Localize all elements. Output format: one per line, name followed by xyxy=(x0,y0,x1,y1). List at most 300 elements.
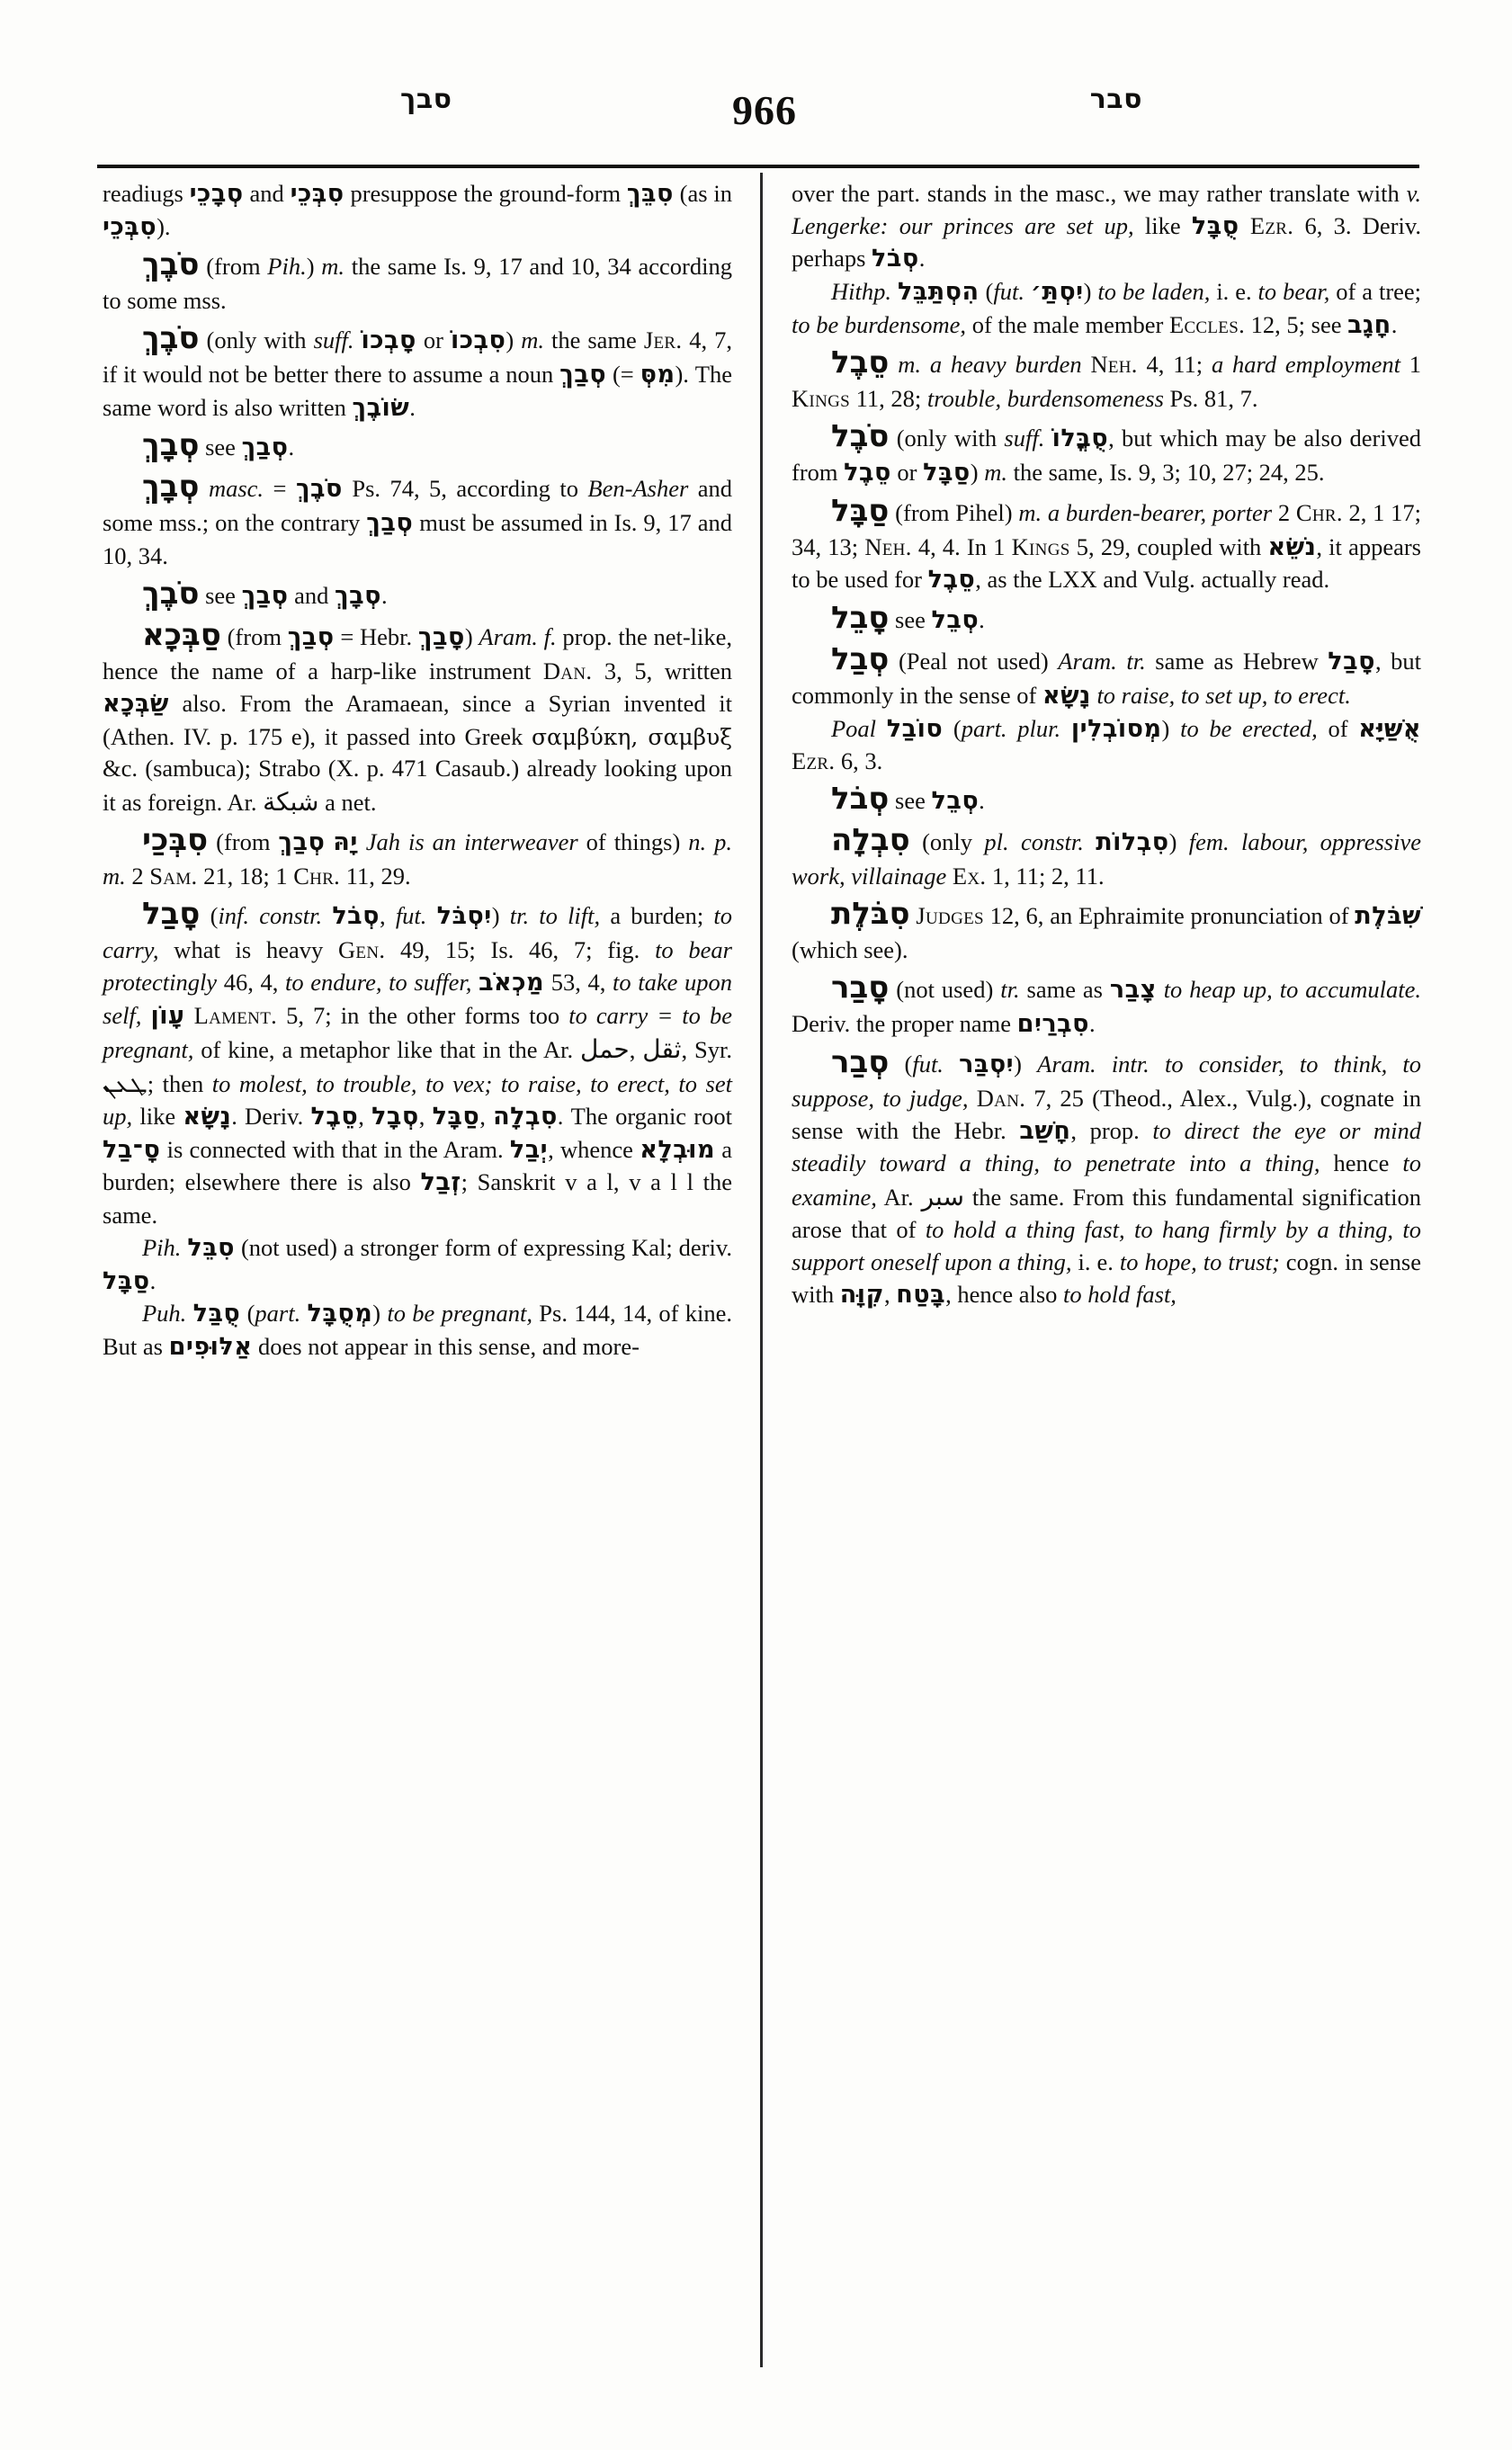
text-run: what is heavy xyxy=(158,936,338,964)
entry-lemma: סֹבֶךְ xyxy=(142,246,200,283)
hebrew-word: נָשָׂא xyxy=(1042,682,1091,711)
hebrew-word: מוּבְלָא xyxy=(640,1135,715,1164)
italic-gloss: m. xyxy=(521,326,544,354)
text-run: 49, 15; Is. 46, 7; fig. xyxy=(385,936,656,964)
hebrew-word: סִבֵּל xyxy=(187,1233,236,1262)
italic-gloss: to carry, xyxy=(103,902,733,964)
text-run: (not used) xyxy=(889,976,1001,1004)
text-run: of kine, a metaphor like that in the Ar. xyxy=(193,1036,581,1064)
italic-gloss: to carry = to be pregnant, xyxy=(103,1001,732,1064)
header-hebrew-left: סבך xyxy=(400,84,452,115)
text-run: is connected with that in the Aram. xyxy=(160,1135,510,1163)
scripture-reference: Ezr. xyxy=(792,747,836,775)
text-run xyxy=(1044,425,1051,452)
italic-gloss: m. a burden-bearer, porter xyxy=(1018,498,1273,526)
hebrew-word: אַלּוּפִים xyxy=(168,1332,253,1361)
text-run: ) xyxy=(1083,278,1098,306)
text-run: , but which may be also derived from xyxy=(792,425,1421,487)
paragraph xyxy=(103,317,732,425)
scripture-reference: Jer. xyxy=(643,326,683,354)
text-run: ) xyxy=(505,326,522,354)
text-run: , xyxy=(380,902,396,930)
scripture-reference: Ex. xyxy=(952,863,987,890)
italic-gloss: n. p. m. xyxy=(103,828,732,890)
scripture-reference: Sam. xyxy=(149,863,198,890)
hebrew-word: זְבַל xyxy=(420,1168,461,1197)
entry-lemma: סָבַל xyxy=(142,896,201,933)
text-run: ( xyxy=(240,1300,255,1328)
text-run: same as xyxy=(1019,976,1110,1004)
text-run xyxy=(471,969,479,996)
text-run: . xyxy=(1391,310,1398,338)
hebrew-word: חָגָב xyxy=(1347,310,1391,339)
scripture-reference: Chr. xyxy=(1295,498,1343,526)
text-run: a net. xyxy=(318,789,377,817)
header-rule xyxy=(97,165,1419,168)
text-run: of things) xyxy=(577,828,689,856)
scripture-reference: Ezr. xyxy=(1249,211,1294,239)
text-run: ( xyxy=(889,1050,913,1077)
text-run: ( xyxy=(979,278,994,306)
italic-gloss: masc. xyxy=(208,475,264,503)
italic-gloss: to be erected, xyxy=(1180,714,1318,742)
paragraph xyxy=(103,1298,732,1364)
italic-gloss: Hithp. xyxy=(831,278,891,306)
italic-gloss: to examine, xyxy=(792,1149,1421,1212)
italic-gloss: fut. xyxy=(912,1050,944,1077)
text-run: . Deriv. xyxy=(231,1103,311,1131)
hebrew-word: יִסְבֹּל xyxy=(436,902,492,931)
text-run xyxy=(1060,715,1071,742)
text-run: and some mss.; on the contrary xyxy=(103,475,733,537)
italic-gloss: to hold fast, xyxy=(1063,1281,1176,1309)
scripture-reference: Neh. xyxy=(1090,351,1138,379)
hebrew-word: סְבֹל xyxy=(872,245,919,273)
text-run: or xyxy=(890,459,924,487)
entry-lemma: סָבֵל xyxy=(831,600,890,637)
hebrew-word: סְבָךְ xyxy=(335,581,381,610)
entry-lemma: סְבָךְ xyxy=(142,469,200,505)
text-run: see xyxy=(889,606,932,634)
greek-word: σαμβύκη, σαμβυξ xyxy=(531,723,732,750)
hebrew-word: סָבַל xyxy=(1328,648,1375,676)
paragraph xyxy=(103,244,732,317)
entry-lemma: סִבְּכַי xyxy=(142,822,209,859)
text-run: , it appears to be used for xyxy=(792,532,1421,594)
text-run xyxy=(891,278,898,305)
text-run: 2 xyxy=(1272,498,1296,526)
italic-gloss: to endure, to suffer, xyxy=(285,969,472,997)
text-run: v a l, v a l l xyxy=(565,1168,693,1196)
column-divider xyxy=(760,173,763,2367)
hebrew-word: יָהּ xyxy=(333,828,358,857)
scripture-reference: Chr. xyxy=(293,863,341,890)
paragraph xyxy=(103,466,732,573)
text-run: . The organic root xyxy=(557,1103,732,1131)
text-run: . xyxy=(380,581,388,609)
hebrew-word: סְבַךְ xyxy=(287,623,335,652)
text-run: the same xyxy=(543,326,644,354)
text-run xyxy=(1239,212,1250,239)
text-run: 2, 1 17; 34, 13; xyxy=(792,498,1421,560)
text-run: . xyxy=(149,1266,157,1294)
text-run: . xyxy=(288,434,295,461)
text-run xyxy=(353,326,361,353)
text-run xyxy=(944,1051,959,1077)
hebrew-word: סֻבָּל xyxy=(1191,211,1239,240)
hebrew-word: סֵבֶל xyxy=(310,1103,359,1131)
text-run: the same, Is. 9, 3; 10, 27; 24, 25. xyxy=(1007,459,1325,487)
hebrew-word: סָ־בַל xyxy=(103,1135,161,1164)
entry-lemma: סִבְלָה xyxy=(831,822,910,859)
hebrew-word: סֻבֳּלוֹ xyxy=(1051,425,1109,453)
italic-gloss: inf. constr. xyxy=(218,902,323,930)
hebrew-word: סִבֵּךְ xyxy=(626,180,674,208)
italic-gloss: Aram. intr. to consider, to think, to suppose, to judge, xyxy=(792,1050,1422,1112)
left-column xyxy=(103,178,732,1364)
text-run: ( xyxy=(200,902,219,930)
hebrew-word: סֵבֶל xyxy=(844,459,891,487)
text-run: (= xyxy=(606,361,640,389)
page-number: 966 xyxy=(732,87,797,133)
text-run: = Hebr. xyxy=(334,623,418,651)
text-run xyxy=(325,828,333,855)
text-run: 46, 4, xyxy=(217,969,285,997)
hebrew-word: הִסְתַּבֵּל xyxy=(897,278,980,307)
text-run: 4, 4. In 1 xyxy=(911,532,1012,560)
hebrew-word: סַבָּל xyxy=(103,1266,150,1295)
text-run xyxy=(426,902,436,929)
hebrew-word: סִבְלָה xyxy=(493,1103,558,1131)
text-run: ) xyxy=(306,253,322,281)
text-run xyxy=(969,1085,977,1112)
italic-gloss: Puh. xyxy=(142,1300,187,1328)
text-run: and xyxy=(243,180,291,207)
hebrew-word: מִסְּ xyxy=(640,361,675,389)
text-run: (from xyxy=(220,623,288,651)
text-run xyxy=(889,351,898,378)
italic-gloss: to take upon self, xyxy=(103,969,732,1029)
italic-gloss: to be laden, xyxy=(1097,278,1211,306)
text-run: 12, 6, an Ephraimite pronunciation of xyxy=(983,902,1355,930)
text-run xyxy=(946,863,953,890)
text-run: Ps. 144, 14, of kine. But as xyxy=(103,1300,733,1360)
text-run: (only with xyxy=(199,326,314,354)
paragraph xyxy=(792,342,1421,416)
arabic-word: حمل xyxy=(580,1034,630,1065)
italic-gloss: to be burdensome, xyxy=(792,310,967,338)
italic-gloss: to bear, xyxy=(1257,278,1330,306)
text-run: = xyxy=(264,475,296,503)
italic-gloss: suff. xyxy=(1004,425,1045,452)
text-run xyxy=(1024,278,1031,305)
hebrew-word: סְבַךְ xyxy=(241,434,289,462)
paragraph xyxy=(792,778,1421,819)
paragraph xyxy=(103,178,732,244)
hebrew-word: נָשָׂא xyxy=(183,1103,232,1131)
entry-lemma: סֹבֶךְ xyxy=(142,320,200,357)
italic-gloss: fut. xyxy=(993,278,1024,306)
italic-gloss: to molest, to trouble, to vex; to raise, to erect, to set up, xyxy=(103,1070,732,1131)
hebrew-word: סְבֵל xyxy=(931,606,980,635)
text-run: a burden; elsewhere there is also xyxy=(103,1135,733,1196)
text-run: of the male member xyxy=(966,310,1169,338)
text-run: 1, 11; 2, 11. xyxy=(986,863,1105,890)
hebrew-word: סְבַךְ xyxy=(559,361,607,389)
entry-lemma: סֹבֶל xyxy=(831,418,890,455)
text-run: prop. the net-like, hence the name of a harp-like instrument xyxy=(103,623,733,685)
text-run: 5, 29, coupled with xyxy=(1069,532,1268,560)
italic-gloss: fem. labour, oppressive work, villainage xyxy=(792,828,1422,890)
paragraph xyxy=(792,819,1421,893)
text-run: Deriv. the proper name xyxy=(792,1010,1017,1038)
text-run: or xyxy=(416,326,451,354)
text-run: 1 xyxy=(1400,351,1422,379)
text-run: Ar. xyxy=(876,1184,922,1212)
text-run: 6, 3. Deriv. perhaps xyxy=(792,211,1422,273)
text-run xyxy=(1157,976,1164,1003)
italic-gloss: m. a heavy burden xyxy=(898,351,1082,379)
text-run: also. From the Aramaean, since a Syrian invented it (Athen. IV. p. 175 e), it passed into Greek xyxy=(103,689,732,750)
hebrew-word: יִסְבַּר xyxy=(959,1050,1015,1078)
scripture-reference: Neh. xyxy=(864,532,912,560)
text-body xyxy=(97,178,1422,2373)
italic-gloss: Pih. xyxy=(267,253,307,281)
text-run: (only with xyxy=(889,425,1005,452)
text-run: ) xyxy=(464,623,479,651)
text-run: Ps. 81, 7. xyxy=(1163,385,1258,413)
italic-gloss: to heap up, to accumulate. xyxy=(1163,976,1422,1004)
paragraph xyxy=(792,490,1421,597)
text-run: , xyxy=(883,1281,897,1309)
paragraph xyxy=(792,597,1421,639)
scripture-reference: Lament. xyxy=(193,1001,278,1029)
paragraph xyxy=(103,573,732,614)
italic-gloss: part. plur. xyxy=(961,714,1061,742)
italic-gloss: to be pregnant, xyxy=(387,1300,532,1328)
text-run: ) xyxy=(491,902,510,930)
hebrew-word: סְבַךְ xyxy=(366,509,414,538)
italic-gloss: fut. xyxy=(395,902,427,930)
text-run: . xyxy=(918,245,926,273)
italic-gloss: a hard employment xyxy=(1211,351,1400,379)
hebrew-word: סָבַךְ xyxy=(417,623,465,652)
paragraph xyxy=(792,893,1421,967)
text-run xyxy=(141,1002,150,1029)
text-run: 21, 18; 1 xyxy=(197,863,294,890)
entry-lemma: סְבֹל xyxy=(831,781,890,818)
text-run: 4, 11; xyxy=(1137,351,1212,379)
italic-gloss: Jah is an interweaver xyxy=(365,828,578,856)
text-run: over the part. stands in the masc., we may rather translate with xyxy=(792,180,1407,207)
text-run: the same. xyxy=(103,1168,732,1229)
paragraph xyxy=(792,713,1421,778)
hebrew-word: שַׂבְּכָא xyxy=(103,689,169,718)
paragraph xyxy=(103,1232,732,1298)
text-run: 5, 7; in the other forms too xyxy=(277,1001,569,1029)
hebrew-word: יִסְתַּ׳ xyxy=(1030,278,1084,307)
text-run: Ps. 74, 5, according to xyxy=(342,475,588,503)
text-run: 11, 28; xyxy=(849,385,927,413)
text-run: 2 xyxy=(125,863,150,890)
hebrew-word: נֹשֵׂא xyxy=(1267,532,1317,561)
hebrew-word: מְסֻבָּל xyxy=(307,1300,373,1328)
hebrew-word: אֻשַּׁיָּא xyxy=(1358,714,1422,743)
text-run: ; Sanskrit xyxy=(461,1168,566,1196)
text-run: 53, 4, xyxy=(544,969,613,997)
text-run: see xyxy=(199,581,242,609)
text-run: does not appear in this sense, and more- xyxy=(252,1332,640,1360)
hebrew-word: מַכְאֹב xyxy=(479,969,545,997)
right-column xyxy=(792,178,1421,1312)
hebrew-word: סֻבַּל xyxy=(192,1300,241,1328)
text-run: , prop. xyxy=(1070,1116,1153,1144)
hebrew-word: בָּטַח xyxy=(896,1281,946,1310)
text-run: i. e. xyxy=(1071,1248,1120,1276)
text-run: , whence xyxy=(548,1135,640,1163)
entry-lemma: סְבַר xyxy=(831,1043,890,1080)
hebrew-word: סֹבֶךְ xyxy=(295,475,343,504)
italic-gloss: Poal xyxy=(831,714,877,742)
text-run: must be assumed in Is. 9, 17 and 10, 34. xyxy=(103,509,732,570)
text-run: 12, 5; see xyxy=(1245,310,1348,338)
hebrew-word: מְסוֹבְלִין xyxy=(1070,714,1162,743)
hebrew-word: סַבָּל xyxy=(432,1103,480,1131)
italic-gloss: m. xyxy=(321,253,345,281)
hebrew-word: סִבְּכֵי xyxy=(290,180,344,208)
hebrew-word: סַבָּל xyxy=(923,459,971,487)
text-run: of a tree; xyxy=(1329,278,1422,306)
italic-gloss: Ben-Asher xyxy=(587,475,689,503)
scripture-reference: Kings xyxy=(1011,532,1070,560)
text-run: hence xyxy=(1320,1149,1403,1177)
text-run: . xyxy=(979,787,985,815)
italic-gloss: tr. to lift, xyxy=(509,902,601,930)
italic-gloss: trouble, burdensomeness xyxy=(926,385,1164,413)
text-run: 6, 3. xyxy=(835,747,883,775)
hebrew-word: סְבָל xyxy=(371,1103,419,1131)
text-run: like xyxy=(1133,211,1192,239)
text-run: the same. From this fundamental signification arose that of xyxy=(792,1184,1421,1244)
arabic-word: ܛܥܢ xyxy=(103,1069,148,1099)
text-run: (Peal not used) xyxy=(889,648,1059,675)
italic-gloss: to hope, to trust; xyxy=(1119,1248,1280,1276)
arabic-word: شبكة xyxy=(263,787,319,818)
text-run: (from Pihel) xyxy=(889,498,1019,526)
italic-gloss: v. Lengerke: our princes are set up, xyxy=(792,180,1421,239)
text-run: (which see). xyxy=(792,936,908,964)
text-run: ; then xyxy=(147,1070,212,1098)
text-run xyxy=(1084,828,1096,855)
text-run xyxy=(185,1002,194,1029)
italic-gloss: to bear protectingly xyxy=(103,936,732,997)
paragraph xyxy=(103,614,732,819)
italic-gloss: tr. xyxy=(1000,976,1020,1004)
text-run: a burden; xyxy=(600,902,714,930)
text-run: , xyxy=(358,1103,372,1131)
entry-lemma: סָבַר xyxy=(831,970,890,1006)
page-header xyxy=(207,86,1322,158)
paragraph xyxy=(103,425,732,466)
paragraph xyxy=(103,893,732,1232)
text-run: (as in xyxy=(673,180,732,207)
text-run: (from xyxy=(208,828,279,856)
text-run: 7, 25 (Theod., Alex., Vulg.), cognate in sense with the Hebr. xyxy=(792,1084,1422,1144)
text-run: . xyxy=(409,393,416,421)
hebrew-word: סָבְכוֹ xyxy=(361,326,416,355)
text-run: , but commonly in the sense of xyxy=(792,648,1421,710)
hebrew-word: סְבֹל xyxy=(332,902,380,931)
text-run: see xyxy=(889,787,932,815)
text-run xyxy=(322,902,332,929)
scripture-reference: Dan. xyxy=(976,1084,1026,1112)
text-run: ) xyxy=(1168,828,1189,856)
text-run: . xyxy=(979,606,985,634)
scripture-reference: Gen. xyxy=(338,936,386,964)
hebrew-word: סְבָכֵי xyxy=(189,180,244,208)
text-run: 11, 29. xyxy=(340,863,411,890)
scripture-reference: Judges xyxy=(916,902,984,930)
paragraph xyxy=(103,819,732,893)
entry-lemma: סַבְּכָא xyxy=(142,617,221,654)
text-run: ) xyxy=(1014,1050,1038,1077)
text-run: (only xyxy=(909,828,985,856)
entry-lemma: סִבֹּלֶת xyxy=(831,896,910,933)
italic-gloss: Pih. xyxy=(142,1233,182,1261)
hebrew-word: יְבַל xyxy=(509,1135,549,1164)
text-run: ) xyxy=(970,459,985,487)
hebrew-word: סְבַךְ xyxy=(241,581,289,610)
italic-gloss: part. xyxy=(255,1300,301,1328)
text-run: ). xyxy=(157,212,171,240)
scripture-reference: Dan. xyxy=(542,657,593,685)
italic-gloss: to hold a thing fast, to hang firmly by a thing, to support oneself upon a thing, xyxy=(792,1216,1422,1276)
hebrew-word: סִבְרַיִם xyxy=(1016,1010,1089,1039)
hebrew-word: סוֹבַל xyxy=(886,714,944,743)
text-run: see xyxy=(199,434,242,461)
text-run: like xyxy=(132,1103,183,1131)
hebrew-word: צָבַר xyxy=(1109,976,1157,1005)
italic-gloss: Aram. tr. xyxy=(1058,648,1146,675)
text-run: , xyxy=(629,1036,643,1064)
paragraph xyxy=(792,178,1421,276)
text-run: ( xyxy=(943,714,962,742)
text-run xyxy=(186,1300,192,1327)
scripture-reference: Kings xyxy=(792,385,850,413)
paragraph xyxy=(792,639,1421,713)
text-run: (from xyxy=(199,253,268,281)
text-run: . xyxy=(1089,1010,1096,1038)
text-run: of xyxy=(1317,714,1359,742)
entry-lemma: סֹבֶךְ xyxy=(142,575,200,612)
paragraph xyxy=(792,967,1421,1042)
hebrew-word: שׂוֹבֶךְ xyxy=(352,393,410,422)
text-run: &c. (sambuca); Strabo (X. p. 471 Casaub.) already looking upon it as foreign. Ar. xyxy=(103,755,732,817)
scripture-reference: Eccles. xyxy=(1168,310,1246,338)
entry-lemma: סֵבֶל xyxy=(831,344,890,381)
hebrew-word: סִבְּכֵי xyxy=(103,212,157,241)
italic-gloss: to raise, to set up, to erect. xyxy=(1096,682,1351,710)
text-run: presuppose the ground-form xyxy=(344,180,627,207)
text-run: ) xyxy=(372,1300,388,1328)
text-run: , xyxy=(479,1103,494,1131)
text-run xyxy=(300,1300,307,1327)
paragraph xyxy=(792,276,1421,342)
hebrew-word: קִוָּה xyxy=(839,1281,884,1310)
text-run xyxy=(199,475,208,502)
text-run: i. e. xyxy=(1210,278,1258,306)
text-run: ) xyxy=(1161,714,1181,742)
